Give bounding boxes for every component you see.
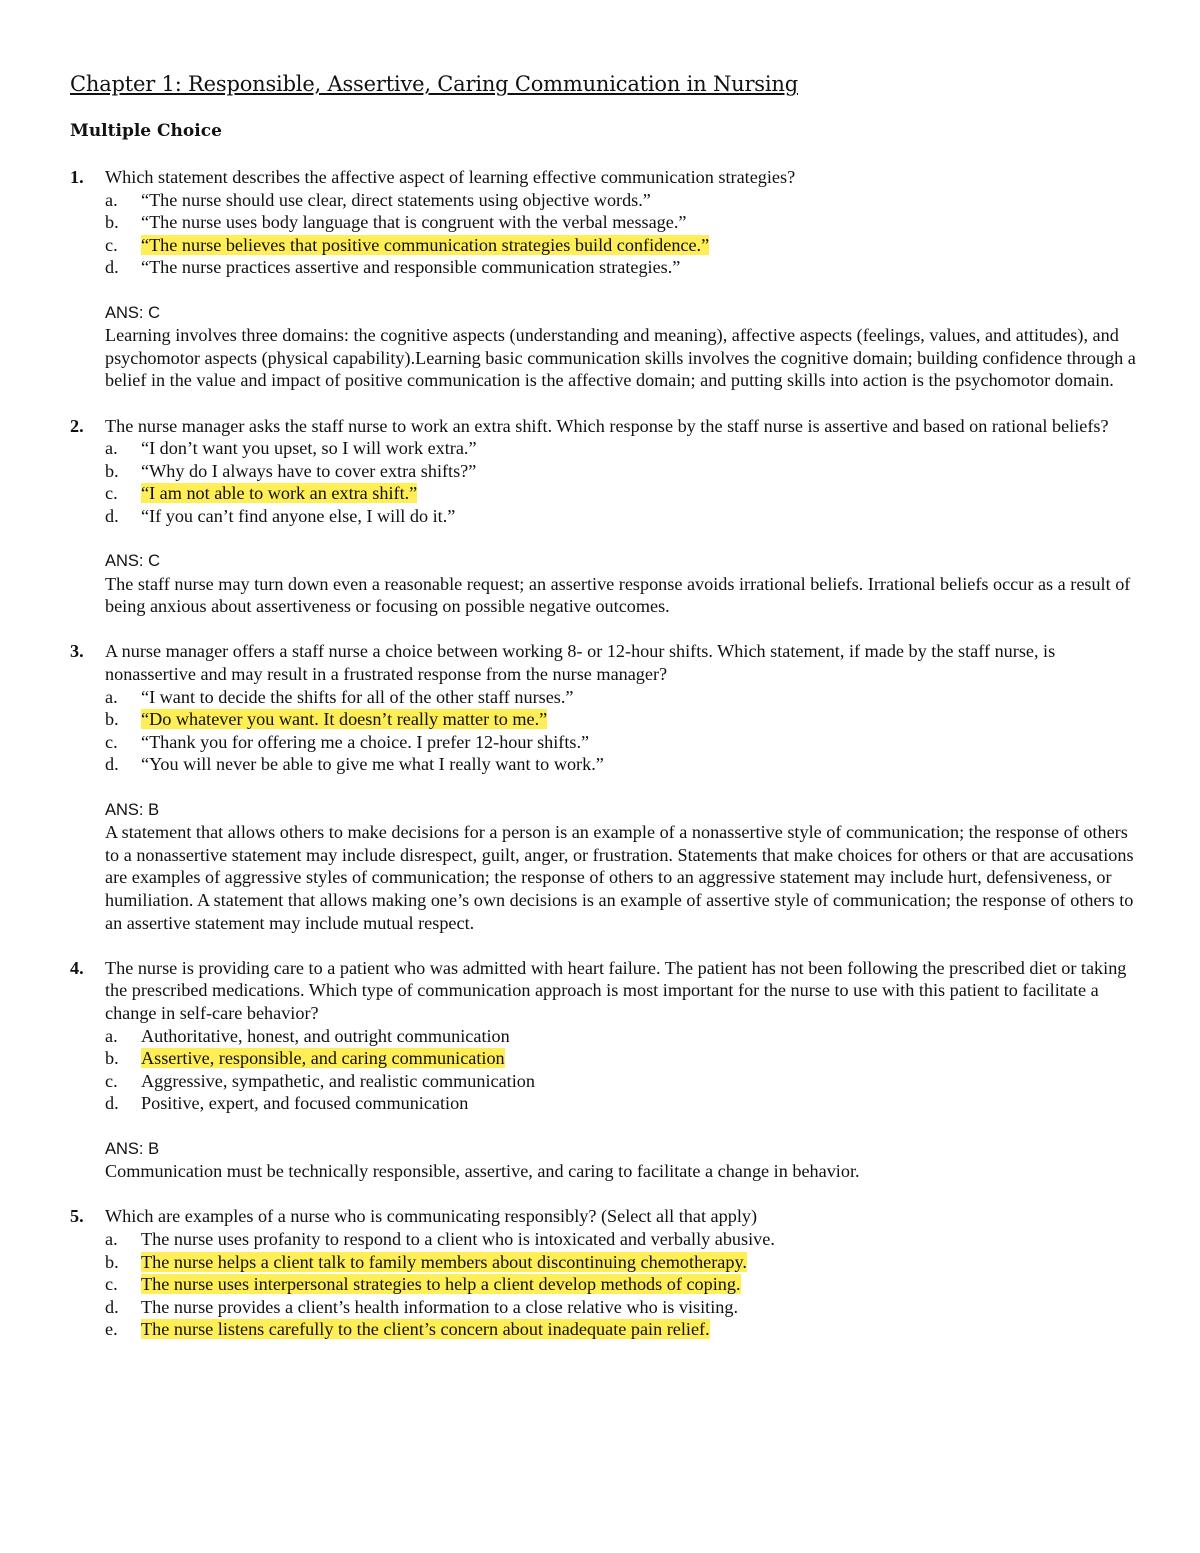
answer-option bbox=[105, 189, 1140, 212]
option-letter: b. bbox=[105, 212, 119, 233]
answer-rationale: Communication must be technically responsible, assertive, and caring to facilitate a change in behavior. bbox=[105, 1161, 860, 1182]
answer-option bbox=[105, 505, 1140, 528]
option-text: The nurse uses profanity to respond to a client who is intoxicated and verbally abusive. bbox=[141, 1228, 775, 1249]
highlighted-correct-option-text: The nurse listens carefully to the client’s concern about inadequate pain relief. bbox=[141, 1319, 710, 1340]
answer-option bbox=[105, 1296, 1140, 1319]
option-text: “The nurse should use clear, direct statements using objective words.” bbox=[141, 189, 651, 210]
answer-option bbox=[105, 708, 1140, 731]
highlighted-correct-option-text: Assertive, responsible, and caring communication bbox=[141, 1048, 505, 1069]
answer-option bbox=[105, 482, 1140, 505]
option-letter: c. bbox=[105, 234, 118, 255]
answer-block bbox=[105, 302, 1140, 392]
answer-key: ANS: B bbox=[105, 800, 160, 819]
option-letter: e. bbox=[105, 1319, 118, 1340]
answer-block bbox=[105, 799, 1140, 935]
highlighted-correct-option-text: “The nurse believes that positive communication strategies build confidence.” bbox=[141, 234, 710, 255]
option-letter: d. bbox=[105, 1093, 119, 1114]
answer-option bbox=[105, 1025, 1140, 1048]
answer-option bbox=[105, 211, 1140, 234]
highlighted-correct-option-text: “I am not able to work an extra shift.” bbox=[141, 483, 418, 504]
question-stem: The nurse manager asks the staff nurse to work an extra shift. Which response by the staff nurse is assertive and based on rational beliefs? bbox=[105, 415, 1109, 436]
question-list bbox=[70, 166, 1140, 1363]
option-letter: c. bbox=[105, 1274, 118, 1295]
answer-key: ANS: C bbox=[105, 552, 161, 571]
option-letter: d. bbox=[105, 754, 119, 775]
question-item bbox=[70, 640, 1140, 934]
answer-option bbox=[105, 1273, 1140, 1296]
question-item bbox=[70, 166, 1140, 392]
answer-block bbox=[105, 1138, 1140, 1183]
highlighted-correct-option-text: The nurse helps a client talk to family members about discontinuing chemotherapy. bbox=[141, 1251, 747, 1272]
highlighted-correct-option-text: The nurse uses interpersonal strategies to help a client develop methods of coping. bbox=[141, 1274, 741, 1295]
option-letter: c. bbox=[105, 483, 118, 504]
answer-key: ANS: C bbox=[105, 303, 161, 322]
answer-option bbox=[105, 731, 1140, 754]
answer-options bbox=[105, 1228, 1140, 1341]
answer-option bbox=[105, 1318, 1140, 1341]
answer-option bbox=[105, 1251, 1140, 1274]
option-text: Positive, expert, and focused communication bbox=[141, 1093, 469, 1114]
answer-option bbox=[105, 1092, 1140, 1115]
option-text: “I want to decide the shifts for all of the other staff nurses.” bbox=[141, 686, 574, 707]
option-letter: d. bbox=[105, 1296, 119, 1317]
answer-key: ANS: B bbox=[105, 1139, 160, 1158]
question-stem: Which are examples of a nurse who is communicating responsibly? (Select all that apply) bbox=[105, 1206, 758, 1227]
option-letter: a. bbox=[105, 686, 118, 707]
question-item bbox=[70, 1205, 1140, 1341]
answer-options bbox=[105, 1025, 1140, 1115]
question-stem: Which statement describes the affective aspect of learning effective communication strategies? bbox=[105, 167, 796, 187]
option-text: “You will never be able to give me what I really want to work.” bbox=[141, 754, 604, 775]
option-letter: b. bbox=[105, 460, 119, 481]
question-number: 5. bbox=[70, 1206, 84, 1227]
option-text: Authoritative, honest, and outright communication bbox=[141, 1025, 510, 1046]
answer-option bbox=[105, 1047, 1140, 1070]
question-number: 1. bbox=[70, 167, 84, 187]
option-text: “The nurse uses body language that is congruent with the verbal message.” bbox=[141, 212, 687, 233]
option-letter: d. bbox=[105, 505, 119, 526]
question-stem: The nurse is providing care to a patient who was admitted with heart failure. The patient has not been following the prescribed diet or taking the prescribed medications. Which type of communication approach is most important for the nurse to use with this patient to facilitate a change in self-care behavior? bbox=[105, 957, 1127, 1023]
option-letter: a. bbox=[105, 438, 118, 459]
answer-option bbox=[105, 234, 1140, 257]
option-letter: c. bbox=[105, 731, 118, 752]
option-text: “Why do I always have to cover extra shifts?” bbox=[141, 460, 477, 481]
option-text: “The nurse practices assertive and responsible communication strategies.” bbox=[141, 257, 681, 278]
option-text: “I don’t want you upset, so I will work extra.” bbox=[141, 438, 477, 459]
option-letter: a. bbox=[105, 1228, 118, 1249]
option-text: “If you can’t find anyone else, I will do it.” bbox=[141, 505, 456, 526]
section-heading: Multiple Choice bbox=[70, 121, 222, 141]
option-letter: a. bbox=[105, 189, 118, 210]
question-item bbox=[70, 415, 1140, 618]
answer-option bbox=[105, 1070, 1140, 1093]
highlighted-correct-option-text: “Do whatever you want. It doesn’t really matter to me.” bbox=[141, 709, 548, 730]
answer-rationale: A statement that allows others to make decisions for a person is an example of a nonassertive style of communication; the response of others to a nonassertive statement may include disrespect, guilt, anger, or frustration. Statements that make choices for others or that are accusations are examples of aggressive styles of communication; the response of others to an aggressive statement may include hurt, defensiveness, or humiliation. A statement that allows making one’s own decisions is an example of assertive style of communication; the response of others to an assertive statement may include mutual respect. bbox=[105, 822, 1134, 933]
option-text: The nurse provides a client’s health information to a close relative who is visiting. bbox=[141, 1296, 739, 1317]
answer-block bbox=[105, 550, 1140, 618]
answer-option bbox=[105, 753, 1140, 776]
answer-options bbox=[105, 686, 1140, 776]
option-letter: a. bbox=[105, 1025, 118, 1046]
option-letter: b. bbox=[105, 1251, 119, 1272]
answer-rationale: The staff nurse may turn down even a reasonable request; an assertive response avoids irrational beliefs. Irrational beliefs occur as a result of being anxious about assertiveness or focusing on possible negative outcomes. bbox=[105, 573, 1131, 617]
option-text: “Thank you for offering me a choice. I prefer 12-hour shifts.” bbox=[141, 731, 590, 752]
answer-option bbox=[105, 686, 1140, 709]
option-letter: d. bbox=[105, 257, 119, 278]
answer-rationale: Learning involves three domains: the cognitive aspects (understanding and meaning), affective aspects (feelings, values, and attitudes), and psychomotor aspects (physical capability).Learning basic communication skills involves the cognitive domain; building confidence through a belief in the value and impact of positive communication is the affective domain; and putting skills into action is the psychomotor domain. bbox=[105, 325, 1136, 391]
answer-options bbox=[105, 437, 1140, 527]
chapter-title: Chapter 1: Responsible, Assertive, Caring Communication in Nursing bbox=[70, 72, 798, 96]
question-number: 2. bbox=[70, 415, 84, 436]
option-letter: b. bbox=[105, 1048, 119, 1069]
answer-option bbox=[105, 460, 1140, 483]
question-number: 4. bbox=[70, 957, 84, 978]
answer-option bbox=[105, 1228, 1140, 1251]
option-text: Aggressive, sympathetic, and realistic communication bbox=[141, 1070, 535, 1091]
question-number: 3. bbox=[70, 641, 84, 662]
option-letter: b. bbox=[105, 709, 119, 730]
answer-options bbox=[105, 189, 1140, 279]
answer-option bbox=[105, 437, 1140, 460]
question-item bbox=[70, 957, 1140, 1183]
option-letter: c. bbox=[105, 1070, 118, 1091]
question-stem: A nurse manager offers a staff nurse a choice between working 8- or 12-hour shifts. Which statement, if made by the staff nurse, is nonassertive and may result in a frustrated response from the nurse manager? bbox=[105, 641, 1056, 685]
answer-option bbox=[105, 256, 1140, 279]
